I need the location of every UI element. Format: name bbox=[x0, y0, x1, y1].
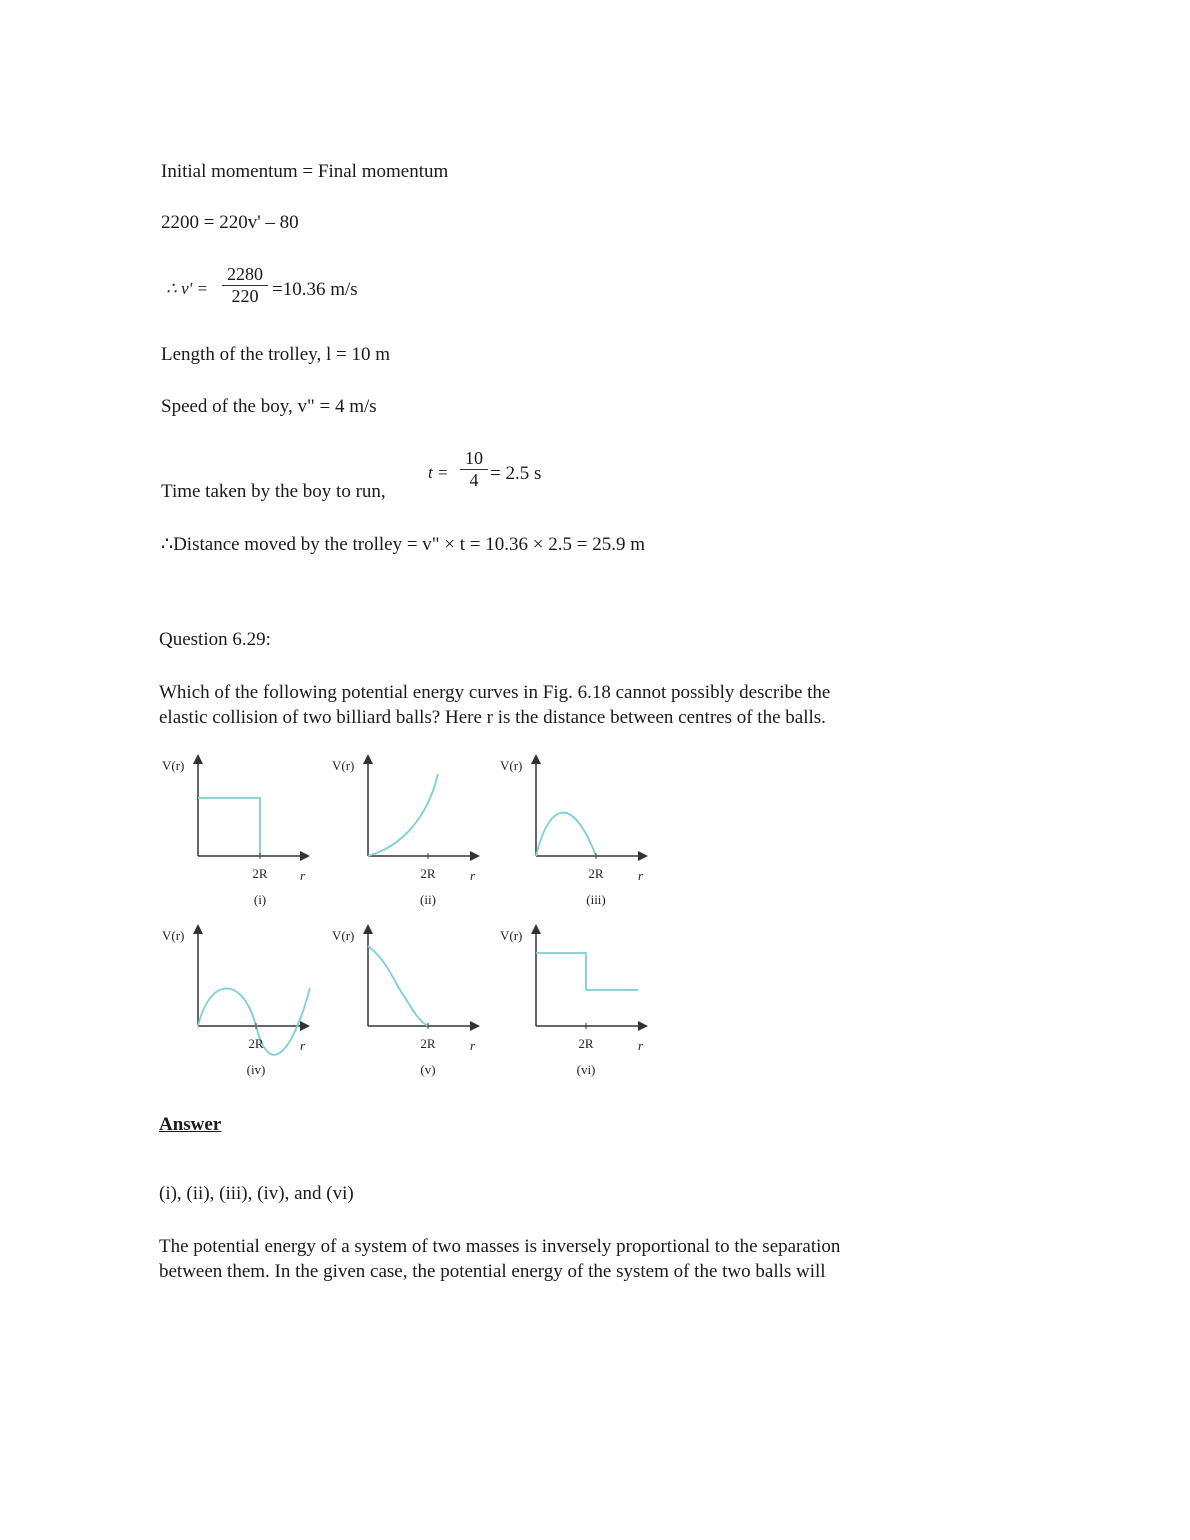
tick-label-2r: 2R bbox=[588, 866, 604, 881]
vprime-denominator: 220 bbox=[222, 285, 268, 307]
answer-heading: Answer bbox=[159, 1114, 222, 1135]
panel-caption: (i) bbox=[253, 892, 267, 907]
potential-curve bbox=[536, 953, 638, 990]
y-axis-label: V(r) bbox=[162, 928, 185, 943]
time-denominator: 4 bbox=[460, 469, 488, 491]
vprime-numerator: 2280 bbox=[227, 264, 263, 284]
time-fraction bbox=[460, 448, 488, 491]
potential-curve bbox=[368, 946, 428, 1026]
time-numerator: 10 bbox=[465, 448, 483, 468]
momentum-equation: 2200 = 220v' – 80 bbox=[161, 212, 299, 233]
x-axis-label: r bbox=[638, 868, 644, 883]
y-axis-label: V(r) bbox=[162, 758, 185, 773]
y-axis-label: V(r) bbox=[500, 758, 523, 773]
x-axis-label: r bbox=[638, 1038, 644, 1053]
graph-panel bbox=[332, 926, 478, 1077]
trolley-length: Length of the trolley, l = 10 m bbox=[161, 344, 390, 365]
question-text bbox=[159, 680, 959, 730]
boy-speed: Speed of the boy, v" = 4 m/s bbox=[161, 396, 377, 417]
x-axis-label: r bbox=[300, 1038, 306, 1053]
time-result: = 2.5 s bbox=[490, 463, 542, 484]
x-axis-label: r bbox=[470, 868, 476, 883]
tick-label-2r: 2R bbox=[420, 866, 436, 881]
x-axis-label: r bbox=[300, 868, 306, 883]
potential-curve bbox=[198, 798, 260, 856]
graph-panel bbox=[162, 926, 310, 1077]
panel-caption: (v) bbox=[420, 1062, 436, 1077]
tick-label-2r: 2R bbox=[252, 866, 268, 881]
graph-panel bbox=[162, 756, 308, 907]
panel-caption: (vi) bbox=[576, 1062, 596, 1077]
answer-explanation bbox=[159, 1234, 959, 1284]
graph-panel bbox=[500, 756, 646, 907]
graph-panel bbox=[500, 926, 646, 1077]
tick-label-2r: 2R bbox=[248, 1036, 264, 1051]
vprime-result: =10.36 m/s bbox=[272, 279, 358, 300]
panel-caption: (iii) bbox=[586, 892, 606, 907]
graph-panel bbox=[332, 756, 478, 907]
y-axis-label: V(r) bbox=[500, 928, 523, 943]
time-lhs: t = bbox=[428, 463, 449, 482]
tick-label-2r: 2R bbox=[578, 1036, 594, 1051]
answer-explanation-line1: The potential energy of a system of two masses is inversely proportional to the separation bbox=[159, 1236, 841, 1257]
answer-choices: (i), (ii), (iii), (iv), and (vi) bbox=[159, 1183, 354, 1204]
vprime-fraction bbox=[222, 264, 268, 307]
potential-curve bbox=[368, 774, 438, 856]
panel-caption: (iv) bbox=[246, 1062, 266, 1077]
y-axis-label: V(r) bbox=[332, 928, 355, 943]
time-label: Time taken by the boy to run, bbox=[161, 481, 386, 502]
trolley-distance: ∴Distance moved by the trolley = v" × t = 10.36 × 2.5 = 25.9 m bbox=[161, 534, 645, 555]
question-text-line2: elastic collision of two billiard balls? Here r is the distance between centres of the balls. bbox=[159, 707, 826, 728]
momentum-statement: Initial momentum = Final momentum bbox=[161, 161, 449, 182]
answer-explanation-line2: between them. In the given case, the potential energy of the system of the two balls will bbox=[159, 1261, 826, 1282]
question-text-line1: Which of the following potential energy curves in Fig. 6.18 cannot possibly describe the bbox=[159, 682, 831, 703]
question-title: Question 6.29: bbox=[159, 629, 271, 650]
vprime-lhs: ∴ v' = bbox=[166, 279, 208, 298]
x-axis-label: r bbox=[470, 1038, 476, 1053]
potential-curve bbox=[536, 813, 596, 856]
panel-caption: (ii) bbox=[420, 892, 436, 907]
y-axis-label: V(r) bbox=[332, 758, 355, 773]
tick-label-2r: 2R bbox=[420, 1036, 436, 1051]
figure-6-18 bbox=[150, 752, 670, 1097]
